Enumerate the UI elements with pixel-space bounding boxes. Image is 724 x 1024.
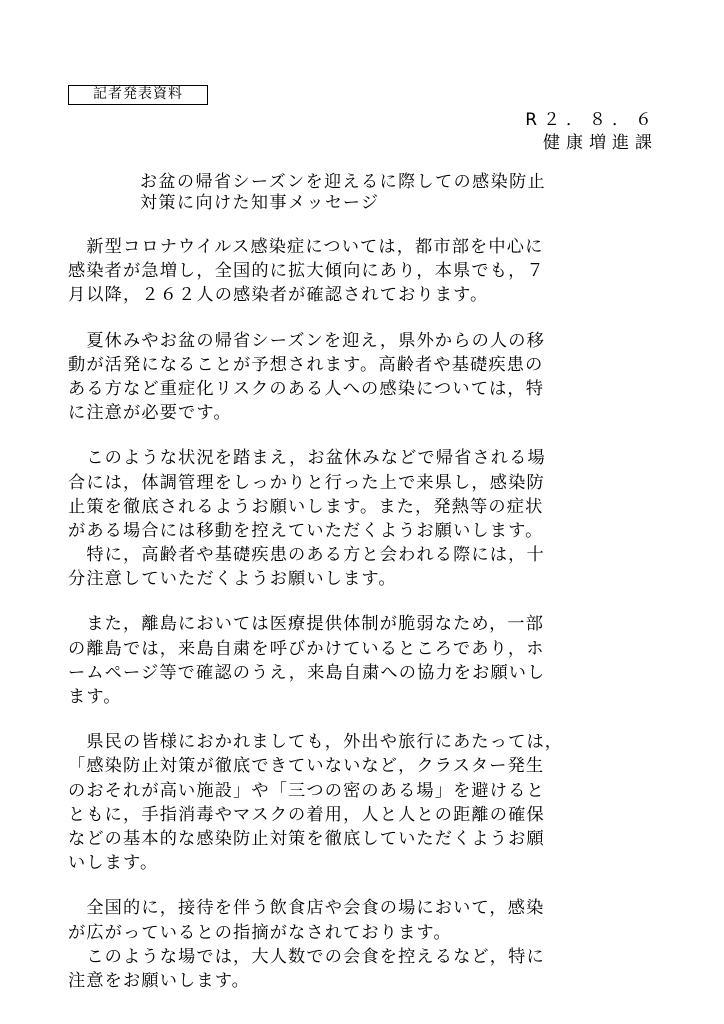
paragraph-line: 感染者が急増し，全国的に拡大傾向にあり，本県でも，７	[68, 261, 545, 282]
paragraph-line: 新型コロナウイルス感染症については，都市部を中心に	[68, 237, 544, 257]
paragraph	[68, 730, 658, 875]
paragraph	[68, 329, 658, 426]
paragraph-line: いします。	[68, 853, 159, 874]
paragraph-line: また，離島においては医療提供体制が脆弱なため，一部	[68, 614, 545, 635]
document-title	[140, 172, 546, 214]
paragraph	[68, 446, 658, 591]
paragraph-gap	[68, 875, 658, 896]
paragraph-line: 「感染防止対策が徹底できていないなど，クラスター発生	[68, 756, 545, 777]
paragraph-line: このような場では，大人数での会食を控えるなど，特に	[68, 946, 545, 967]
release-date: R２．８．６	[525, 110, 658, 130]
paragraph-line: 合には，体調管理をしっかりと行った上で来県し，感染防	[68, 472, 545, 493]
paragraph-line: 特に，高齢者や基礎疾患のある方と会われる際には，十	[68, 545, 545, 566]
paragraph-gap	[68, 709, 658, 730]
paragraph-line: このような状況を踏まえ，お盆休みなどで帰省される場	[68, 448, 546, 469]
paragraph	[68, 896, 658, 993]
paragraph-line: ともに，手指消毒やマスクの着用，人と人との距離の確保	[68, 804, 545, 825]
paragraph	[68, 612, 658, 709]
paragraph-line: に注意が必要です。	[68, 403, 232, 424]
paragraph-line: などの基本的な感染防止対策を徹底していただくようお願	[68, 828, 545, 849]
paragraph-line: 注意をお願いします。	[68, 970, 250, 991]
paragraph-line: の離島では，来島自粛を呼びかけているところであり，ホ	[68, 638, 545, 659]
paragraph-line: 止策を徹底されるようお願いします。また，発熱等の症状	[68, 496, 544, 517]
paragraph-line: 月以降，２６２人の感染者が確認されております。	[68, 285, 489, 306]
paragraph	[68, 235, 658, 308]
paragraph-line: 分注意していただくようお願いします。	[68, 569, 397, 590]
paragraph-line: ームページ等で確認のうえ，来島自粛への協力をお願いし	[68, 662, 546, 683]
document-body	[68, 235, 658, 993]
paragraph-line: のおそれが高い施設」や「三つの密のある場」を避けると	[68, 780, 545, 801]
paragraph-gap	[68, 591, 658, 612]
paragraph-gap	[68, 308, 658, 329]
paragraph-line: ます。	[68, 687, 122, 707]
paragraph-line: 県民の皆様におかれましても，外出や旅行にあたっては，	[68, 732, 564, 753]
paragraph-line: が広がっているとの指摘がなされております。	[68, 922, 452, 943]
paragraph-line: 夏休みやお盆の帰省シーズンを迎え，県外からの人の移	[68, 330, 545, 351]
paragraph-line: 動が活発になることが予想されます。高齢者や基礎疾患の	[68, 354, 544, 375]
paragraph-line: ある方など重症化リスクのある人への感染については，特	[68, 378, 545, 399]
department-name: 健康増進課	[543, 133, 658, 153]
paragraph-line: 全国的に，接待を伴う飲食店や会食の場において，感染	[68, 898, 545, 919]
title-line: 対策に向けた知事メッセージ	[140, 193, 380, 213]
paragraph-line: がある場合には移動を控えていただくようお願いします。	[68, 520, 544, 541]
press-release-label: 記者発表資料	[68, 85, 208, 105]
title-line: お盆の帰省シーズンを迎えるに際しての感染防止	[140, 172, 547, 192]
paragraph-gap	[68, 425, 658, 446]
